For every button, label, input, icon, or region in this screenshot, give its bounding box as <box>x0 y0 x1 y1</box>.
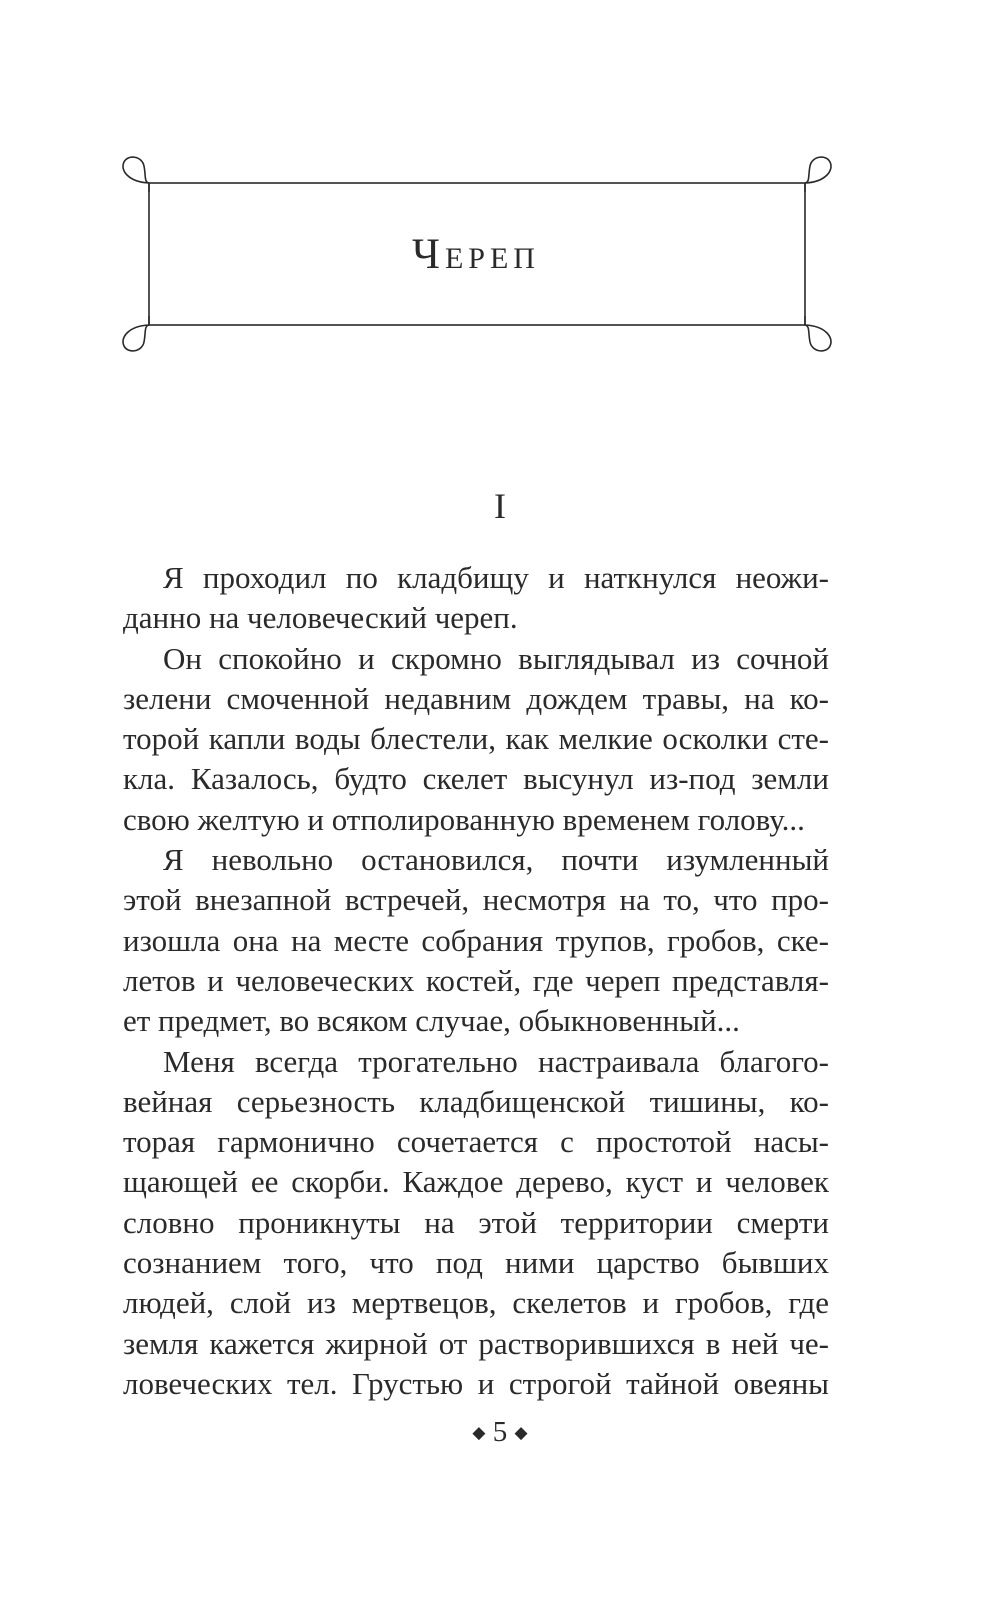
diamond-ornament-left-icon: ◆ <box>472 1423 486 1442</box>
text-line: кла. Казалось, будто скелет высунул из-под земли <box>123 761 829 797</box>
text-line: Я невольно остановился, почти изумленный <box>163 842 829 878</box>
text-line: Он спокойно и скромно выглядывал из сочной <box>163 640 829 676</box>
text-line: ловеческих тел. Грустью и строгой тайной овеяны <box>123 1365 829 1401</box>
chapter-title: Череп <box>412 231 540 278</box>
text-line: этой внезапной встречей, несмотря на то, что про- <box>123 882 829 918</box>
text-line: ет предмет, во всяком случае, обыкновенный... <box>123 1003 740 1039</box>
text-line: вейная серьезность кладбищенской тишины, ко- <box>123 1083 829 1119</box>
section-number: I <box>494 486 506 526</box>
flourish-top-left <box>123 157 149 183</box>
flourish-bottom-left <box>123 325 149 351</box>
text-line: зелени смоченной недавним дождем травы, на ко- <box>123 680 829 716</box>
page-footer <box>0 1416 1000 1449</box>
flourish-top-right <box>805 157 831 183</box>
text-line: земля кажется жирной от растворившихся в ней че- <box>123 1325 829 1361</box>
text-line: летов и человеческих костей, где череп представля- <box>123 962 829 998</box>
text-line: людей, слой из мертвецов, скелетов и гробов, где <box>123 1285 829 1321</box>
text-line: изошла она на месте собрания трупов, гробов, ске- <box>123 922 829 958</box>
text-line: щающей ее скорби. Каждое дерево, куст и человек <box>123 1164 829 1200</box>
text-line: торой капли воды блестели, как мелкие осколки сте- <box>123 721 829 757</box>
text-line: свою желтую и отполированную временем голову... <box>123 801 805 837</box>
diamond-ornament-right-icon: ◆ <box>514 1423 528 1442</box>
text-line: Я проходил по кладбищу и наткнулся неожи- <box>163 560 829 595</box>
text-line: словно проникнуты на этой территории смерти <box>123 1204 829 1240</box>
body-text <box>123 558 829 1404</box>
page-number: 5 <box>492 1416 508 1448</box>
flourish-bottom-right <box>805 325 831 351</box>
text-line: сознанием того, что под ними царство бывших <box>123 1245 829 1281</box>
text-line: Меня всегда трогательно настраивала благого- <box>163 1043 829 1079</box>
text-line: данно на человеческий череп. <box>123 600 518 636</box>
text-line: торая гармонично сочетается с простотой насы- <box>123 1124 829 1160</box>
